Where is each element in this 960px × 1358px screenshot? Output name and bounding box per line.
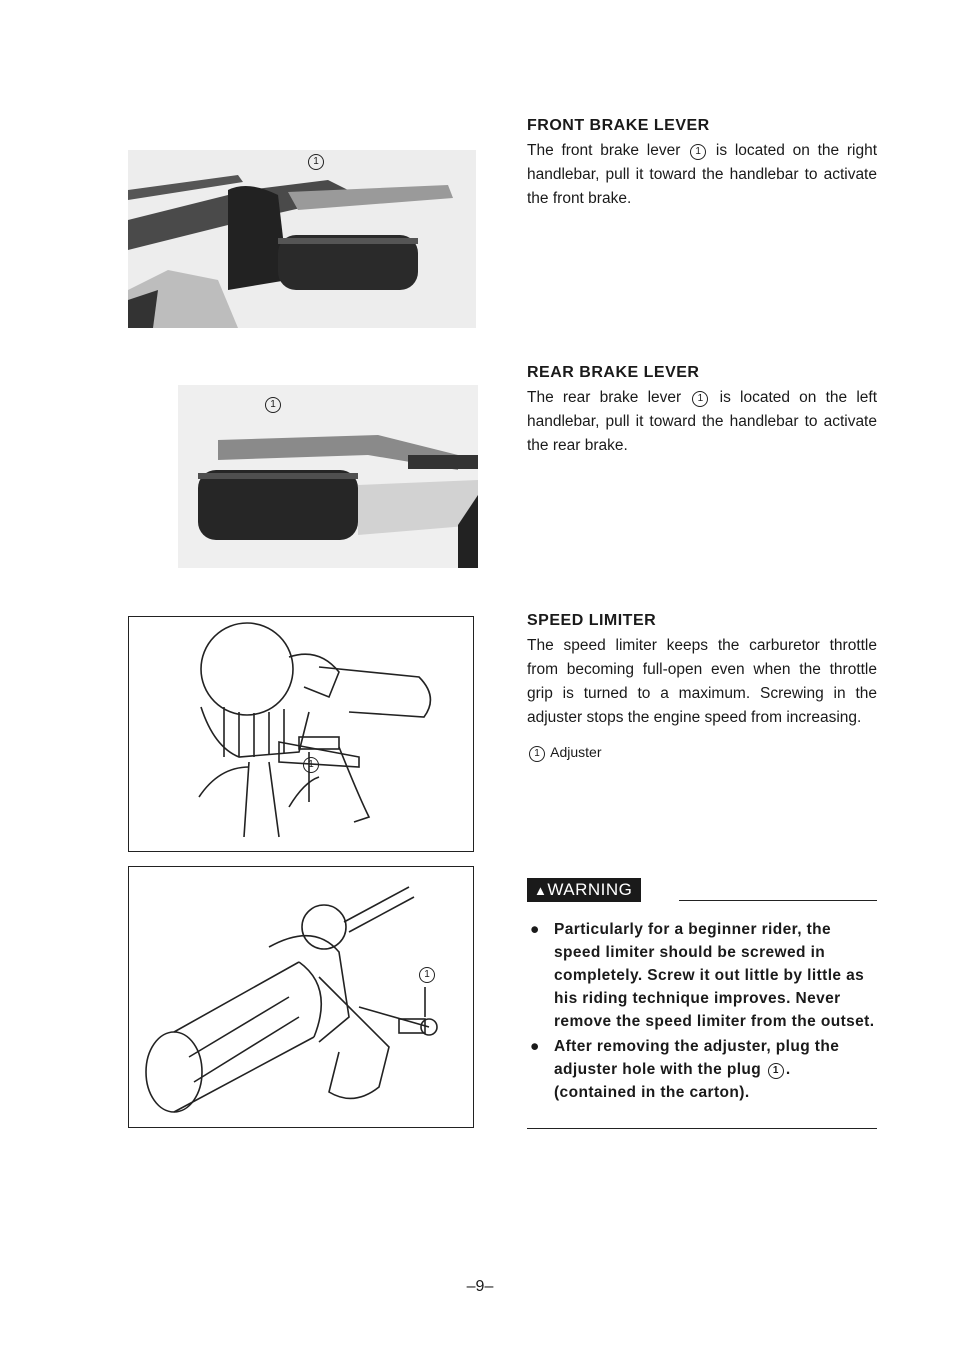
bullet-icon: ● xyxy=(530,1038,540,1055)
speed-limiter-grip-diagram xyxy=(128,866,474,1128)
speed-limiter-text: The speed limiter keeps the carburetor throttle from becoming full-open even when the throttle grip is turned to a maximum. Screwing in the adjuster stops the engine speed from increasing. xyxy=(527,637,877,726)
warning-icon: ▲ xyxy=(534,883,548,898)
front-brake-text-before: The front brake lever xyxy=(527,142,681,159)
rear-brake-text-before: The rear brake lever xyxy=(527,389,682,406)
front-brake-photo xyxy=(128,150,476,328)
plug-callout: 1 xyxy=(419,967,435,983)
warning-end-rule xyxy=(527,1128,877,1129)
front-brake-text xyxy=(527,139,877,211)
speed-limiter-title: SPEED LIMITER xyxy=(527,612,657,629)
rear-brake-callout: 1 xyxy=(265,397,281,413)
rear-brake-section xyxy=(527,364,877,458)
warning-badge-label: WARNING xyxy=(547,880,633,899)
warning-list xyxy=(527,918,877,1106)
speed-limiter-legend xyxy=(527,744,877,762)
speed-limiter-diagram xyxy=(128,616,474,852)
rear-brake-text xyxy=(527,386,877,458)
front-brake-section xyxy=(527,117,877,211)
front-brake-callout: 1 xyxy=(308,154,324,170)
speed-limiter-section xyxy=(527,612,877,762)
warning-rule xyxy=(679,900,877,901)
warning-item: ● After removing the adjuster, plug the adjuster hole with the plug 1 . (contained in the carton). xyxy=(527,1035,877,1104)
adjuster-callout: 1 xyxy=(303,757,319,773)
warning-item-text: Particularly for a beginner rider, the speed limiter should be screwed in completely. Screw it out little by little as his riding technique improves. Never remove the speed limiter from the outset. xyxy=(554,921,875,1030)
warning-item xyxy=(527,918,877,1033)
front-brake-text-after: is located on the right handlebar, pull it toward the handlebar to activate the front brake. xyxy=(527,142,878,207)
bullet-icon: ● xyxy=(530,921,540,938)
rear-brake-title: REAR BRAKE LEVER xyxy=(527,364,700,381)
rear-brake-photo xyxy=(178,385,478,568)
front-brake-text-callout: 1 xyxy=(690,144,706,160)
warning-item-text: After removing the adjuster, plug the adjuster hole with the plug xyxy=(554,1038,840,1078)
rear-brake-text-callout: 1 xyxy=(692,391,708,407)
warning-plug-callout: 1 xyxy=(768,1063,784,1079)
rear-brake-text-after: is located on the left handlebar, pull it toward the handlebar to activate the rear brake. xyxy=(527,389,878,454)
legend-callout: 1 xyxy=(529,746,545,762)
front-brake-title: FRONT BRAKE LEVER xyxy=(527,117,710,134)
warning-item-tail: (contained in the carton). xyxy=(554,1084,750,1101)
warning-badge xyxy=(527,878,641,902)
page-number: –9– xyxy=(466,1278,494,1295)
legend-label: Adjuster xyxy=(550,744,602,760)
warning-header xyxy=(527,878,877,904)
